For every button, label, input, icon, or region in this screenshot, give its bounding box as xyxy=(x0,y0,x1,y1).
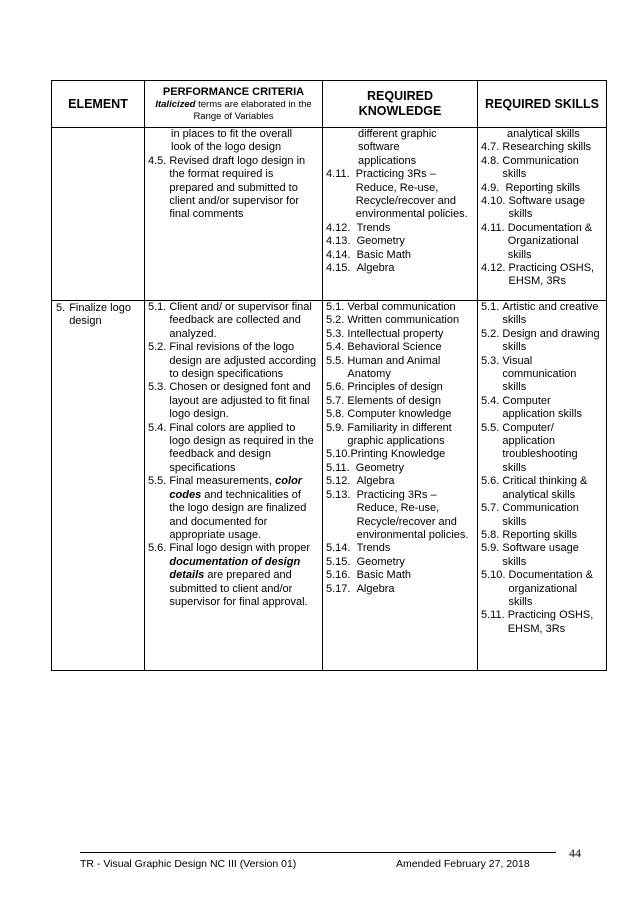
footer-document-title: TR - Visual Graphic Design NC III (Version 01) xyxy=(80,858,297,870)
item-number: 5.9. xyxy=(481,542,503,555)
list-item xyxy=(326,542,474,555)
item-text-part: Final logo design with proper xyxy=(169,542,311,555)
item-text: Human and Animal Anatomy xyxy=(347,354,441,381)
continuation-performance-cell xyxy=(145,128,323,301)
list-item xyxy=(481,155,603,182)
item-number: 5.6. xyxy=(481,475,503,488)
item-number: 5.1. xyxy=(326,301,348,313)
item-number: 5.7. xyxy=(481,502,503,515)
item-number: 5.5. xyxy=(326,354,348,367)
list-item xyxy=(481,609,603,636)
item-text: Software usage skills xyxy=(508,195,585,221)
list-item xyxy=(481,502,603,529)
item-text: Geometry xyxy=(355,461,405,474)
page-number: 44 xyxy=(569,846,581,860)
knowledge-carry-text xyxy=(326,128,474,168)
element-5-text: Finalize logo design xyxy=(69,302,131,328)
item-number: 4.15. xyxy=(326,262,357,275)
item-number: 5.3. xyxy=(481,354,503,367)
item-number: 4.11. xyxy=(481,221,508,234)
list-item xyxy=(481,395,603,422)
item-number: 5.1. xyxy=(481,301,503,313)
item-number: 5.8. xyxy=(481,528,503,541)
item-number: 4.9. xyxy=(481,181,506,194)
item-text: Artistic and creative skills xyxy=(502,301,599,327)
list-item xyxy=(326,168,474,222)
performance-carry-text xyxy=(148,128,319,155)
item-number: 5.3. xyxy=(326,327,348,340)
item-number: 5.12. xyxy=(326,475,357,488)
item-text: Verbal communication xyxy=(347,301,456,313)
list-item xyxy=(326,489,474,543)
list-item xyxy=(481,222,603,262)
list-item xyxy=(481,262,603,289)
item-text: Basic Math xyxy=(356,569,411,582)
list-item xyxy=(481,355,603,395)
item-text: Algebra xyxy=(356,262,395,275)
header-note-rest: terms are elaborated in the Range of Variables xyxy=(193,98,312,122)
list-item xyxy=(326,422,474,449)
item-text: Algebra xyxy=(356,582,395,595)
list-item xyxy=(326,235,474,248)
item-text: Documentation & Organizational skills xyxy=(507,221,593,261)
list-item xyxy=(481,301,603,328)
header-required-skills: REQUIRED SKILLS xyxy=(478,81,607,128)
element-5-row xyxy=(52,301,607,671)
item-text: Behavioral Science xyxy=(347,341,442,354)
item-number: 5.11. xyxy=(326,461,356,474)
item-text-part: are prepared and submitted to client and/or supervisor for final approval. xyxy=(169,569,308,608)
item-text: Computer/ application troubleshooting skills xyxy=(502,421,578,474)
item-text: Basic Math xyxy=(356,248,411,261)
item-number: 5.11. xyxy=(481,609,508,622)
item-text: Trends xyxy=(356,542,391,555)
item-text: Principles of design xyxy=(347,381,443,394)
continuation-skills-cell xyxy=(478,128,607,301)
item-number: 5.4. xyxy=(326,341,348,354)
item-number: 5.2. xyxy=(481,327,503,340)
list-item xyxy=(148,475,319,542)
header-performance-note xyxy=(149,99,318,123)
item-number: 5.4. xyxy=(148,421,170,434)
item-number: 4.13. xyxy=(326,235,357,248)
item-text: Client and/ or supervisor final feedback are collected and analyzed. xyxy=(169,301,312,340)
item-text: Practicing OSHS, EHSM, 3Rs xyxy=(507,609,594,635)
item-text: Intellectual property xyxy=(347,327,444,340)
list-item xyxy=(326,328,474,341)
item-text: Design and drawing skills xyxy=(502,327,600,354)
element-5-skills-cell xyxy=(478,301,607,671)
item-text: Written communication xyxy=(347,314,460,327)
header-note-italic: Italicized xyxy=(155,98,196,110)
item-text: Software usage skills xyxy=(502,542,579,568)
skills-item-list xyxy=(481,141,603,288)
page-footer xyxy=(80,858,530,870)
list-item xyxy=(326,314,474,327)
list-item xyxy=(326,395,474,408)
list-item xyxy=(326,475,474,488)
footer-rule xyxy=(80,852,556,853)
item-number: 4.12. xyxy=(326,221,357,234)
header-performance-criteria xyxy=(145,81,323,128)
item-number: 4.10. xyxy=(481,195,509,208)
list-item xyxy=(481,195,603,222)
carry-line: in places to fit the overall xyxy=(171,128,293,140)
list-item xyxy=(481,141,603,154)
continuation-knowledge-cell xyxy=(323,128,478,301)
item-text: Final colors are applied to logo design as required in the feedback and design specifications xyxy=(169,421,314,474)
item-text: Researching skills xyxy=(502,141,592,154)
item-number: 4.8. xyxy=(481,154,503,167)
item-text xyxy=(169,542,319,609)
item-text-part: and technicalities of the logo design are finalized and documented for appropriate usage. xyxy=(169,488,307,541)
item-number: 5.10. xyxy=(326,448,351,461)
item-text: Communication skills xyxy=(502,502,579,528)
carry-line: software xyxy=(358,141,400,154)
list-item xyxy=(326,448,474,461)
item-text: Algebra xyxy=(356,475,395,488)
item-text: Practicing OSHS, EHSM, 3Rs xyxy=(508,262,595,288)
list-item xyxy=(481,475,603,502)
list-item xyxy=(148,381,319,421)
carry-line: different graphic xyxy=(358,128,437,140)
item-text: Critical thinking & analytical skills xyxy=(502,475,588,501)
element-5-number: 5. xyxy=(56,302,66,314)
list-item xyxy=(326,262,474,275)
item-number: 4.7. xyxy=(481,141,503,154)
item-number: 5.7. xyxy=(326,394,348,407)
item-number: 5.3. xyxy=(148,381,170,394)
item-number: 5.6. xyxy=(148,542,170,555)
item-number: 4.5. xyxy=(148,154,170,167)
carry-line: applications xyxy=(358,154,417,167)
item-text: Familiarity in different graphic applications xyxy=(347,421,452,448)
item-text: Trends xyxy=(356,221,391,234)
item-text: Geometry xyxy=(356,235,405,248)
item-text: Computer knowledge xyxy=(347,408,452,421)
list-item xyxy=(481,529,603,542)
performance-item-list xyxy=(148,301,319,609)
list-item xyxy=(326,556,474,569)
item-text: Elements of design xyxy=(347,394,441,407)
item-text: Chosen or designed font and layout are adjusted to fit final logo design. xyxy=(169,381,311,421)
list-item xyxy=(326,355,474,382)
knowledge-item-list xyxy=(326,301,474,596)
knowledge-item-list xyxy=(326,168,474,275)
item-text: Geometry xyxy=(356,555,405,568)
element-5-knowledge-cell xyxy=(323,301,478,671)
performance-item-list xyxy=(148,155,319,222)
item-number: 5.9. xyxy=(326,421,348,434)
list-item xyxy=(481,328,603,355)
item-text: Computer application skills xyxy=(502,394,582,421)
item-number: 5.1. xyxy=(148,301,170,313)
skills-item-list xyxy=(481,301,603,636)
item-text xyxy=(169,475,319,542)
continuation-row xyxy=(52,128,607,301)
item-number: 5.5. xyxy=(148,475,170,488)
item-number: 5.8. xyxy=(326,408,348,421)
item-text-part: Final measurements, xyxy=(169,475,276,488)
skills-carry-text xyxy=(481,128,603,141)
element-5-performance-cell xyxy=(145,301,323,671)
carry-line: analytical skills xyxy=(507,128,580,140)
list-item xyxy=(326,583,474,596)
list-item xyxy=(326,341,474,354)
item-number: 5.10. xyxy=(481,569,509,582)
list-item xyxy=(326,222,474,235)
italicized-term: color codes xyxy=(169,475,303,501)
item-number: 5.6. xyxy=(326,381,348,394)
list-item xyxy=(148,422,319,476)
list-item xyxy=(326,569,474,582)
item-number: 5.16. xyxy=(326,569,357,582)
item-text: Communication skills xyxy=(502,154,579,181)
item-number: 4.12. xyxy=(481,262,509,275)
list-item xyxy=(148,341,319,381)
item-number: 5.13. xyxy=(326,488,357,501)
item-text: Reporting skills xyxy=(502,528,577,541)
list-item xyxy=(481,542,603,569)
element-5-cell xyxy=(52,301,145,671)
list-item xyxy=(326,408,474,421)
header-element: ELEMENT xyxy=(52,81,145,128)
item-text: Reporting skills xyxy=(505,181,581,194)
item-text: Documentation & organizational skills xyxy=(508,569,593,608)
table-header-row xyxy=(52,81,607,128)
item-number: 5.14. xyxy=(326,542,357,555)
item-number: 5.2. xyxy=(326,314,348,327)
item-text: Practicing 3Rs – Reduce, Re-use, Recycle/recover and environmental policies. xyxy=(356,488,469,541)
item-number: 4.11. xyxy=(326,168,356,181)
item-number: 5.17. xyxy=(326,582,357,595)
header-knowledge-line2: KNOWLEDGE xyxy=(358,104,442,118)
competency-table xyxy=(51,80,607,671)
item-number: 5.5. xyxy=(481,421,503,434)
carry-line: look of the logo design xyxy=(171,141,282,154)
item-text: Final revisions of the logo design are adjusted according to design specifications xyxy=(169,341,317,381)
item-number: 4.14. xyxy=(326,248,357,261)
item-text: Printing Knowledge xyxy=(350,448,446,461)
item-text: Revised draft logo design in the format required is prepared and submitted to client and/or supervisor for final comments xyxy=(169,154,306,221)
header-required-knowledge xyxy=(323,81,478,128)
list-item xyxy=(481,422,603,476)
footer-amended-date: Amended February 27, 2018 xyxy=(396,858,530,870)
item-text: Visual communication skills xyxy=(502,354,577,394)
list-item xyxy=(481,569,603,609)
continuation-element-cell xyxy=(52,128,145,301)
list-item xyxy=(148,542,319,609)
item-number: 5.2. xyxy=(148,341,170,354)
list-item xyxy=(326,301,474,314)
list-item xyxy=(148,155,319,222)
item-number: 5.4. xyxy=(481,394,503,407)
list-item xyxy=(481,182,603,195)
item-text: Practicing 3Rs – Reduce, Re-use, Recycle/recover and environmental policies. xyxy=(355,168,468,221)
item-number: 5.15. xyxy=(326,555,357,568)
header-knowledge-line1: REQUIRED xyxy=(367,89,433,103)
italicized-term: documentation of design details xyxy=(169,555,301,582)
list-item xyxy=(326,462,474,475)
element-5-label xyxy=(56,302,142,329)
list-item xyxy=(148,301,319,341)
header-performance-title: PERFORMANCE CRITERIA xyxy=(162,85,305,98)
list-item xyxy=(326,381,474,394)
list-item xyxy=(326,249,474,262)
